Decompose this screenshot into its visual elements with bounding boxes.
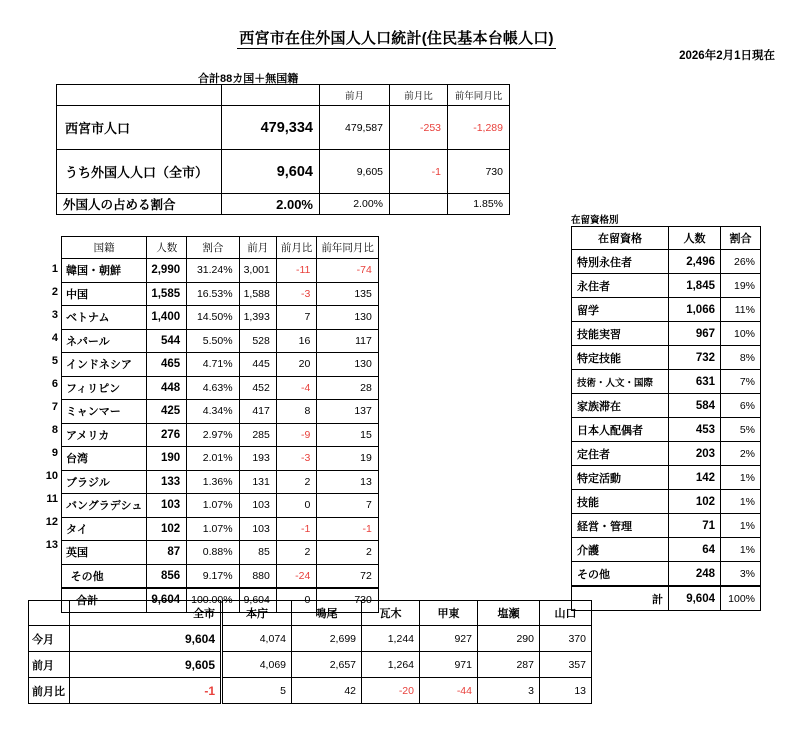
nationality-prev-9: 193 <box>239 447 276 471</box>
district-header-shiose: 塩瀬 <box>478 601 540 626</box>
nationality-name-5: インドネシア <box>62 353 147 377</box>
residency-name-9: 定住者 <box>572 442 669 466</box>
residency-count-8: 453 <box>669 418 721 442</box>
residency-share-6: 7% <box>721 370 761 394</box>
nationality-prev-3: 1,393 <box>239 306 276 330</box>
district-honcho-3: 5 <box>222 678 292 704</box>
page-title <box>0 27 793 48</box>
district-city-total-2: 9,605 <box>70 652 222 678</box>
nationality-count-8: 276 <box>147 423 187 447</box>
nationality-share-14: 9.17% <box>187 564 239 588</box>
district-header-row <box>29 601 592 626</box>
residency-count-4: 967 <box>669 322 721 346</box>
residency-count-9: 203 <box>669 442 721 466</box>
table-row <box>62 517 379 541</box>
district-shiose-3: 3 <box>478 678 540 704</box>
nationality-prev-6: 452 <box>239 376 276 400</box>
residency-count-6: 631 <box>669 370 721 394</box>
nationality-mom-1: -11 <box>276 259 317 283</box>
nationality-yoy-8: 15 <box>317 423 379 447</box>
district-header-city-total: 全市 <box>70 601 222 626</box>
nationality-mom-12: -1 <box>276 517 317 541</box>
table-row <box>62 400 379 424</box>
nationality-prev-2: 1,588 <box>239 282 276 306</box>
summary-mom-foreign-ratio <box>390 194 448 215</box>
nationality-share-6: 4.63% <box>187 376 239 400</box>
residency-share-5: 8% <box>721 346 761 370</box>
nationality-share-13: 0.88% <box>187 541 239 565</box>
as-of-date: 2026年2月1日現在 <box>679 50 775 62</box>
residency-count-3: 1,066 <box>669 298 721 322</box>
nationality-name-2: 中国 <box>62 282 147 306</box>
residency-name-11: 技能 <box>572 490 669 514</box>
summary-mom-city-population: -253 <box>390 106 448 150</box>
district-honcho-1: 4,074 <box>222 626 292 652</box>
district-table-body <box>29 626 592 704</box>
nationality-mom-13: 2 <box>276 541 317 565</box>
nationality-share-5: 4.71% <box>187 353 239 377</box>
table-row <box>29 626 592 652</box>
nationality-share-11: 1.07% <box>187 494 239 518</box>
nationality-rank-13: 13 <box>45 539 58 551</box>
district-naruo-2: 2,657 <box>292 652 362 678</box>
nationality-rank-12: 12 <box>45 516 58 528</box>
residency-count-5: 732 <box>669 346 721 370</box>
district-row-label-2: 前月 <box>29 652 70 678</box>
residency-name-12: 経営・管理 <box>572 514 669 538</box>
table-row <box>572 490 761 514</box>
nationality-name-11: バングラデシュ <box>62 494 147 518</box>
summary-yoy-foreign-population: 730 <box>448 150 510 194</box>
summary-prev-foreign-ratio: 2.00% <box>320 194 390 215</box>
nationality-yoy-14: 72 <box>317 564 379 588</box>
nationality-mom-11: 0 <box>276 494 317 518</box>
table-row <box>62 306 379 330</box>
nationality-total-label: 合計 <box>62 588 147 612</box>
district-kawaragi-1: 1,244 <box>362 626 420 652</box>
district-kawaragi-2: 1,264 <box>362 652 420 678</box>
nationality-rank-4: 4 <box>51 332 58 344</box>
nationality-table-body <box>62 259 379 613</box>
nationality-mom-8: -9 <box>276 423 317 447</box>
nationality-share-12: 1.07% <box>187 517 239 541</box>
summary-header-mom: 前月比 <box>390 85 448 106</box>
district-city-total-3: -1 <box>70 678 222 704</box>
nationality-total-count: 9,604 <box>147 588 187 612</box>
summary-prev-city-population: 479,587 <box>320 106 390 150</box>
residency-share-9: 2% <box>721 442 761 466</box>
residency-status-table <box>571 226 761 611</box>
residency-header-count: 人数 <box>669 227 721 250</box>
nationality-yoy-13: 2 <box>317 541 379 565</box>
table-row <box>572 418 761 442</box>
table-row <box>572 394 761 418</box>
nationality-count-14: 856 <box>147 564 187 588</box>
residency-share-4: 10% <box>721 322 761 346</box>
nationality-total-prev: 9,604 <box>239 588 276 612</box>
residency-count-14: 248 <box>669 562 721 587</box>
nationality-mom-6: -4 <box>276 376 317 400</box>
summary-row-foreign-ratio <box>57 194 510 215</box>
district-shiose-1: 290 <box>478 626 540 652</box>
nationality-mom-10: 2 <box>276 470 317 494</box>
nationality-count-9: 190 <box>147 447 187 471</box>
table-row <box>572 370 761 394</box>
nationality-prev-4: 528 <box>239 329 276 353</box>
residency-name-13: 介護 <box>572 538 669 562</box>
nationality-name-4: ネパール <box>62 329 147 353</box>
summary-label-foreign-population: うち外国人人口（全市） <box>57 150 222 194</box>
residency-total-count: 9,604 <box>669 586 721 611</box>
nationality-prev-13: 85 <box>239 541 276 565</box>
nationality-prev-12: 103 <box>239 517 276 541</box>
nationality-count-3: 1,400 <box>147 306 187 330</box>
nationality-share-2: 16.53% <box>187 282 239 306</box>
nationality-mom-9: -3 <box>276 447 317 471</box>
summary-header-blank1 <box>57 85 222 106</box>
summary-value-city-population: 479,334 <box>222 106 320 150</box>
nationality-name-3: ベトナム <box>62 306 147 330</box>
table-row <box>62 494 379 518</box>
nationality-yoy-5: 130 <box>317 353 379 377</box>
nationality-yoy-12: -1 <box>317 517 379 541</box>
nationality-rank-2: 2 <box>51 286 58 298</box>
district-yamaguchi-2: 357 <box>540 652 592 678</box>
residency-name-3: 留学 <box>572 298 669 322</box>
nationality-prev-5: 445 <box>239 353 276 377</box>
table-row <box>572 466 761 490</box>
table-row <box>572 298 761 322</box>
nationality-prev-8: 285 <box>239 423 276 447</box>
summary-row-foreign-population <box>57 150 510 194</box>
residency-count-2: 1,845 <box>669 274 721 298</box>
table-row <box>572 322 761 346</box>
nationality-prev-14: 880 <box>239 564 276 588</box>
district-header-honcho: 本庁 <box>222 601 292 626</box>
nationality-rank-column <box>42 236 60 580</box>
nationality-share-3: 14.50% <box>187 306 239 330</box>
residency-total-label: 計 <box>572 586 669 611</box>
nationality-rank-8: 8 <box>51 424 58 436</box>
table-row <box>572 274 761 298</box>
nationality-total-share: 100.00% <box>187 588 239 612</box>
residency-count-11: 102 <box>669 490 721 514</box>
nationality-mom-2: -3 <box>276 282 317 306</box>
residency-share-8: 5% <box>721 418 761 442</box>
nationality-rank-10: 10 <box>45 470 58 482</box>
nationality-prev-7: 417 <box>239 400 276 424</box>
summary-header-blank2 <box>222 85 320 106</box>
nationality-count-12: 102 <box>147 517 187 541</box>
nationality-header-prev: 前月 <box>239 237 276 259</box>
nationality-rank-7: 7 <box>51 401 58 413</box>
residency-section-caption: 在留資格別 <box>571 215 619 226</box>
nationality-share-9: 2.01% <box>187 447 239 471</box>
nationality-prev-11: 103 <box>239 494 276 518</box>
nationality-mom-3: 7 <box>276 306 317 330</box>
residency-name-7: 家族滞在 <box>572 394 669 418</box>
nationality-yoy-7: 137 <box>317 400 379 424</box>
table-row <box>62 376 379 400</box>
residency-header-status: 在留資格 <box>572 227 669 250</box>
nationality-count-6: 448 <box>147 376 187 400</box>
district-kawaragi-3: -20 <box>362 678 420 704</box>
summary-yoy-foreign-ratio: 1.85% <box>448 194 510 215</box>
district-header-koto: 甲東 <box>420 601 478 626</box>
table-row <box>572 250 761 274</box>
nationality-yoy-4: 117 <box>317 329 379 353</box>
nationality-mom-5: 20 <box>276 353 317 377</box>
summary-row-city-population <box>57 106 510 150</box>
residency-name-8: 日本人配偶者 <box>572 418 669 442</box>
nationality-name-9: 台湾 <box>62 447 147 471</box>
nationality-count-10: 133 <box>147 470 187 494</box>
table-row <box>62 541 379 565</box>
nationality-mom-14: -24 <box>276 564 317 588</box>
district-row-label-1: 今月 <box>29 626 70 652</box>
nationality-name-1: 韓国・朝鮮 <box>62 259 147 283</box>
nationality-yoy-11: 7 <box>317 494 379 518</box>
table-row <box>572 538 761 562</box>
residency-share-12: 1% <box>721 514 761 538</box>
district-honcho-2: 4,069 <box>222 652 292 678</box>
nationality-name-7: ミャンマー <box>62 400 147 424</box>
residency-name-5: 特定技能 <box>572 346 669 370</box>
nationality-name-6: フィリピン <box>62 376 147 400</box>
nationality-count-2: 1,585 <box>147 282 187 306</box>
table-row <box>62 447 379 471</box>
nationality-count-1: 2,990 <box>147 259 187 283</box>
table-row <box>29 678 592 704</box>
nationality-mom-7: 8 <box>276 400 317 424</box>
residency-count-12: 71 <box>669 514 721 538</box>
table-row <box>572 346 761 370</box>
nationality-yoy-9: 19 <box>317 447 379 471</box>
table-row <box>62 564 379 588</box>
nationality-rank-11: 11 <box>46 493 58 505</box>
residency-table-body <box>572 250 761 611</box>
nationality-rank-6: 6 <box>51 378 58 390</box>
table-row <box>62 470 379 494</box>
district-header-naruo: 鳴尾 <box>292 601 362 626</box>
nationality-count-11: 103 <box>147 494 187 518</box>
residency-share-13: 1% <box>721 538 761 562</box>
nationality-name-12: タイ <box>62 517 147 541</box>
summary-header-prev-month: 前月 <box>320 85 390 106</box>
table-row <box>29 652 592 678</box>
table-row <box>62 423 379 447</box>
summary-yoy-city-population: -1,289 <box>448 106 510 150</box>
district-header-yamaguchi: 山口 <box>540 601 592 626</box>
nationality-yoy-1: -74 <box>317 259 379 283</box>
district-naruo-3: 42 <box>292 678 362 704</box>
residency-share-14: 3% <box>721 562 761 587</box>
table-row <box>572 562 761 587</box>
district-koto-3: -44 <box>420 678 478 704</box>
residency-name-2: 永住者 <box>572 274 669 298</box>
table-row <box>62 282 379 306</box>
nationality-name-13: 英国 <box>62 541 147 565</box>
nationality-rank-1: 1 <box>51 263 58 275</box>
nationality-total-mom: 0 <box>276 588 317 612</box>
summary-value-foreign-population: 9,604 <box>222 150 320 194</box>
district-yamaguchi-3: 13 <box>540 678 592 704</box>
nationality-yoy-2: 135 <box>317 282 379 306</box>
summary-prev-foreign-population: 9,605 <box>320 150 390 194</box>
residency-share-10: 1% <box>721 466 761 490</box>
nationality-count-13: 87 <box>147 541 187 565</box>
district-breakdown-table <box>28 600 592 704</box>
nationality-prev-10: 131 <box>239 470 276 494</box>
nationality-name-14: その他 <box>62 564 147 588</box>
summary-mom-foreign-population: -1 <box>390 150 448 194</box>
district-header-blank <box>29 601 70 626</box>
nationality-name-8: アメリカ <box>62 423 147 447</box>
nationality-share-7: 4.34% <box>187 400 239 424</box>
residency-header-row <box>572 227 761 250</box>
nationality-share-10: 1.36% <box>187 470 239 494</box>
nationality-yoy-10: 13 <box>317 470 379 494</box>
table-row <box>62 329 379 353</box>
nationality-name-10: ブラジル <box>62 470 147 494</box>
residency-count-1: 2,496 <box>669 250 721 274</box>
nationality-header-row <box>62 237 379 259</box>
nationality-total-yoy: 730 <box>317 588 379 612</box>
residency-total-row <box>572 586 761 611</box>
residency-share-11: 1% <box>721 490 761 514</box>
residency-total-share: 100% <box>721 586 761 611</box>
nationality-prev-1: 3,001 <box>239 259 276 283</box>
nationality-header-yoy: 前年同月比 <box>317 237 379 259</box>
residency-count-13: 64 <box>669 538 721 562</box>
nationality-rank-5: 5 <box>51 355 58 367</box>
district-naruo-1: 2,699 <box>292 626 362 652</box>
district-row-label-3: 前月比 <box>29 678 70 704</box>
residency-name-14: その他 <box>572 562 669 587</box>
nationality-header-count: 人数 <box>147 237 187 259</box>
nationality-share-8: 2.97% <box>187 423 239 447</box>
nationality-header-country: 国籍 <box>62 237 147 259</box>
table-row <box>572 442 761 466</box>
page-title-text: 西宮市在住外国人人口統計(住民基本台帳人口) <box>239 30 554 47</box>
residency-share-2: 19% <box>721 274 761 298</box>
residency-header-share: 割合 <box>721 227 761 250</box>
nationality-rank-header-spacer <box>42 236 60 258</box>
table-row <box>572 514 761 538</box>
summary-header-yoy: 前年同月比 <box>448 85 510 106</box>
summary-header-row <box>57 85 510 106</box>
nationality-share-1: 31.24% <box>187 259 239 283</box>
city-population-summary-table <box>56 84 510 215</box>
nationality-count-4: 544 <box>147 329 187 353</box>
residency-count-7: 584 <box>669 394 721 418</box>
nationality-header-share: 割合 <box>187 237 239 259</box>
nationality-header-mom: 前月比 <box>276 237 317 259</box>
residency-name-6: 技術・人文・国際 <box>572 370 669 394</box>
residency-name-4: 技能実習 <box>572 322 669 346</box>
nationality-count-5: 465 <box>147 353 187 377</box>
nationality-count-7: 425 <box>147 400 187 424</box>
district-koto-2: 971 <box>420 652 478 678</box>
summary-label-foreign-ratio: 外国人の占める割合 <box>57 194 222 215</box>
summary-value-foreign-ratio: 2.00% <box>222 194 320 215</box>
residency-share-3: 11% <box>721 298 761 322</box>
residency-share-1: 26% <box>721 250 761 274</box>
residency-name-10: 特定活動 <box>572 466 669 490</box>
table-row <box>62 259 379 283</box>
district-yamaguchi-1: 370 <box>540 626 592 652</box>
district-city-total-1: 9,604 <box>70 626 222 652</box>
nationality-share-4: 5.50% <box>187 329 239 353</box>
residency-name-1: 特別永住者 <box>572 250 669 274</box>
nationality-rank-14 <box>42 557 60 580</box>
table-row <box>62 353 379 377</box>
nationality-table <box>61 236 379 613</box>
nationality-rank-9: 9 <box>51 447 58 459</box>
district-koto-1: 927 <box>420 626 478 652</box>
district-header-kawaragi: 瓦木 <box>362 601 420 626</box>
nationality-yoy-3: 130 <box>317 306 379 330</box>
summary-label-city-population: 西宮市人口 <box>57 106 222 150</box>
nationality-yoy-6: 28 <box>317 376 379 400</box>
nationality-rank-3: 3 <box>51 309 58 321</box>
residency-count-10: 142 <box>669 466 721 490</box>
district-shiose-2: 287 <box>478 652 540 678</box>
country-count-note: 合計88カ国＋無国籍 <box>198 73 299 85</box>
nationality-mom-4: 16 <box>276 329 317 353</box>
residency-share-7: 6% <box>721 394 761 418</box>
